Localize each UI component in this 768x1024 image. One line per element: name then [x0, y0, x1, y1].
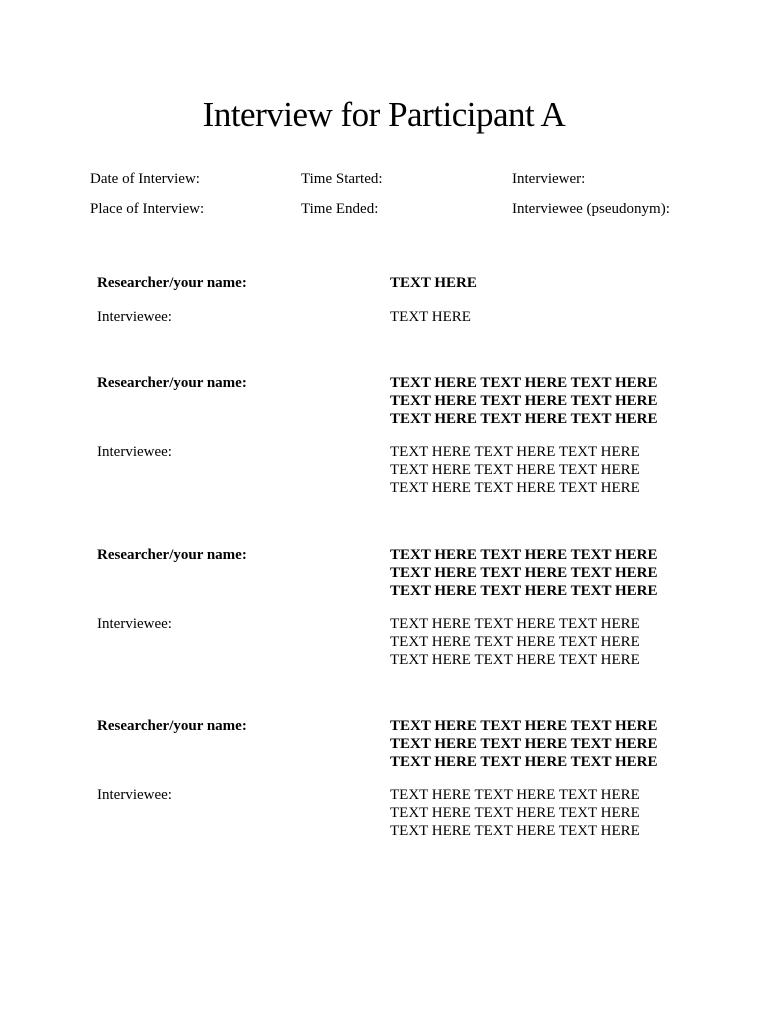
researcher-response: [390, 546, 690, 600]
response-line: TEXT HERE TEXT HERE TEXT HERE: [390, 583, 658, 599]
response-line: TEXT HERE TEXT HERE TEXT HERE: [390, 616, 640, 632]
researcher-response: [390, 274, 690, 292]
response-line: TEXT HERE TEXT HERE TEXT HERE: [390, 823, 640, 839]
time-started-label: Time Started:: [301, 171, 383, 187]
interviewer-label: Interviewer:: [512, 171, 586, 187]
response-line: TEXT HERE TEXT HERE TEXT HERE: [390, 462, 640, 478]
response-line: TEXT HERE TEXT HERE TEXT HERE: [390, 565, 658, 581]
researcher-label: Researcher/your name:: [97, 718, 247, 734]
response-line: TEXT HERE TEXT HERE TEXT HERE: [390, 787, 640, 803]
researcher-label: Researcher/your name:: [97, 275, 247, 291]
response-line: TEXT HERE TEXT HERE TEXT HERE: [390, 480, 640, 496]
response-line: TEXT HERE: [390, 275, 477, 291]
response-line: TEXT HERE TEXT HERE TEXT HERE: [390, 652, 640, 668]
interviewee-label: Interviewee:: [97, 787, 172, 803]
response-line: TEXT HERE TEXT HERE TEXT HERE: [390, 805, 640, 821]
researcher-response: [390, 717, 690, 771]
place-of-interview-label: Place of Interview:: [90, 201, 205, 217]
interviewee-pseudonym-label: Interviewee (pseudonym):: [512, 201, 670, 217]
interviewee-label: Interviewee:: [97, 444, 172, 460]
response-line: TEXT HERE TEXT HERE TEXT HERE: [390, 375, 658, 391]
response-line: TEXT HERE TEXT HERE TEXT HERE: [390, 393, 658, 409]
response-line: TEXT HERE TEXT HERE TEXT HERE: [390, 547, 658, 563]
interviewee-label: Interviewee:: [97, 309, 172, 325]
researcher-response: [390, 374, 690, 428]
response-line: TEXT HERE: [390, 309, 471, 325]
response-line: TEXT HERE TEXT HERE TEXT HERE: [390, 718, 658, 734]
response-line: TEXT HERE TEXT HERE TEXT HERE: [390, 411, 658, 427]
interviewee-response: [390, 615, 690, 669]
date-of-interview-label: Date of Interview:: [90, 171, 200, 187]
interviewee-response: [390, 443, 690, 497]
researcher-label: Researcher/your name:: [97, 547, 247, 563]
response-line: TEXT HERE TEXT HERE TEXT HERE: [390, 754, 658, 770]
time-ended-label: Time Ended:: [301, 201, 379, 217]
interviewee-response: [390, 308, 690, 326]
response-line: TEXT HERE TEXT HERE TEXT HERE: [390, 736, 658, 752]
response-line: TEXT HERE TEXT HERE TEXT HERE: [390, 634, 640, 650]
response-line: TEXT HERE TEXT HERE TEXT HERE: [390, 444, 640, 460]
interviewee-label: Interviewee:: [97, 616, 172, 632]
researcher-label: Researcher/your name:: [97, 375, 247, 391]
interviewee-response: [390, 786, 690, 840]
document-title: Interview for Participant A: [202, 95, 566, 134]
